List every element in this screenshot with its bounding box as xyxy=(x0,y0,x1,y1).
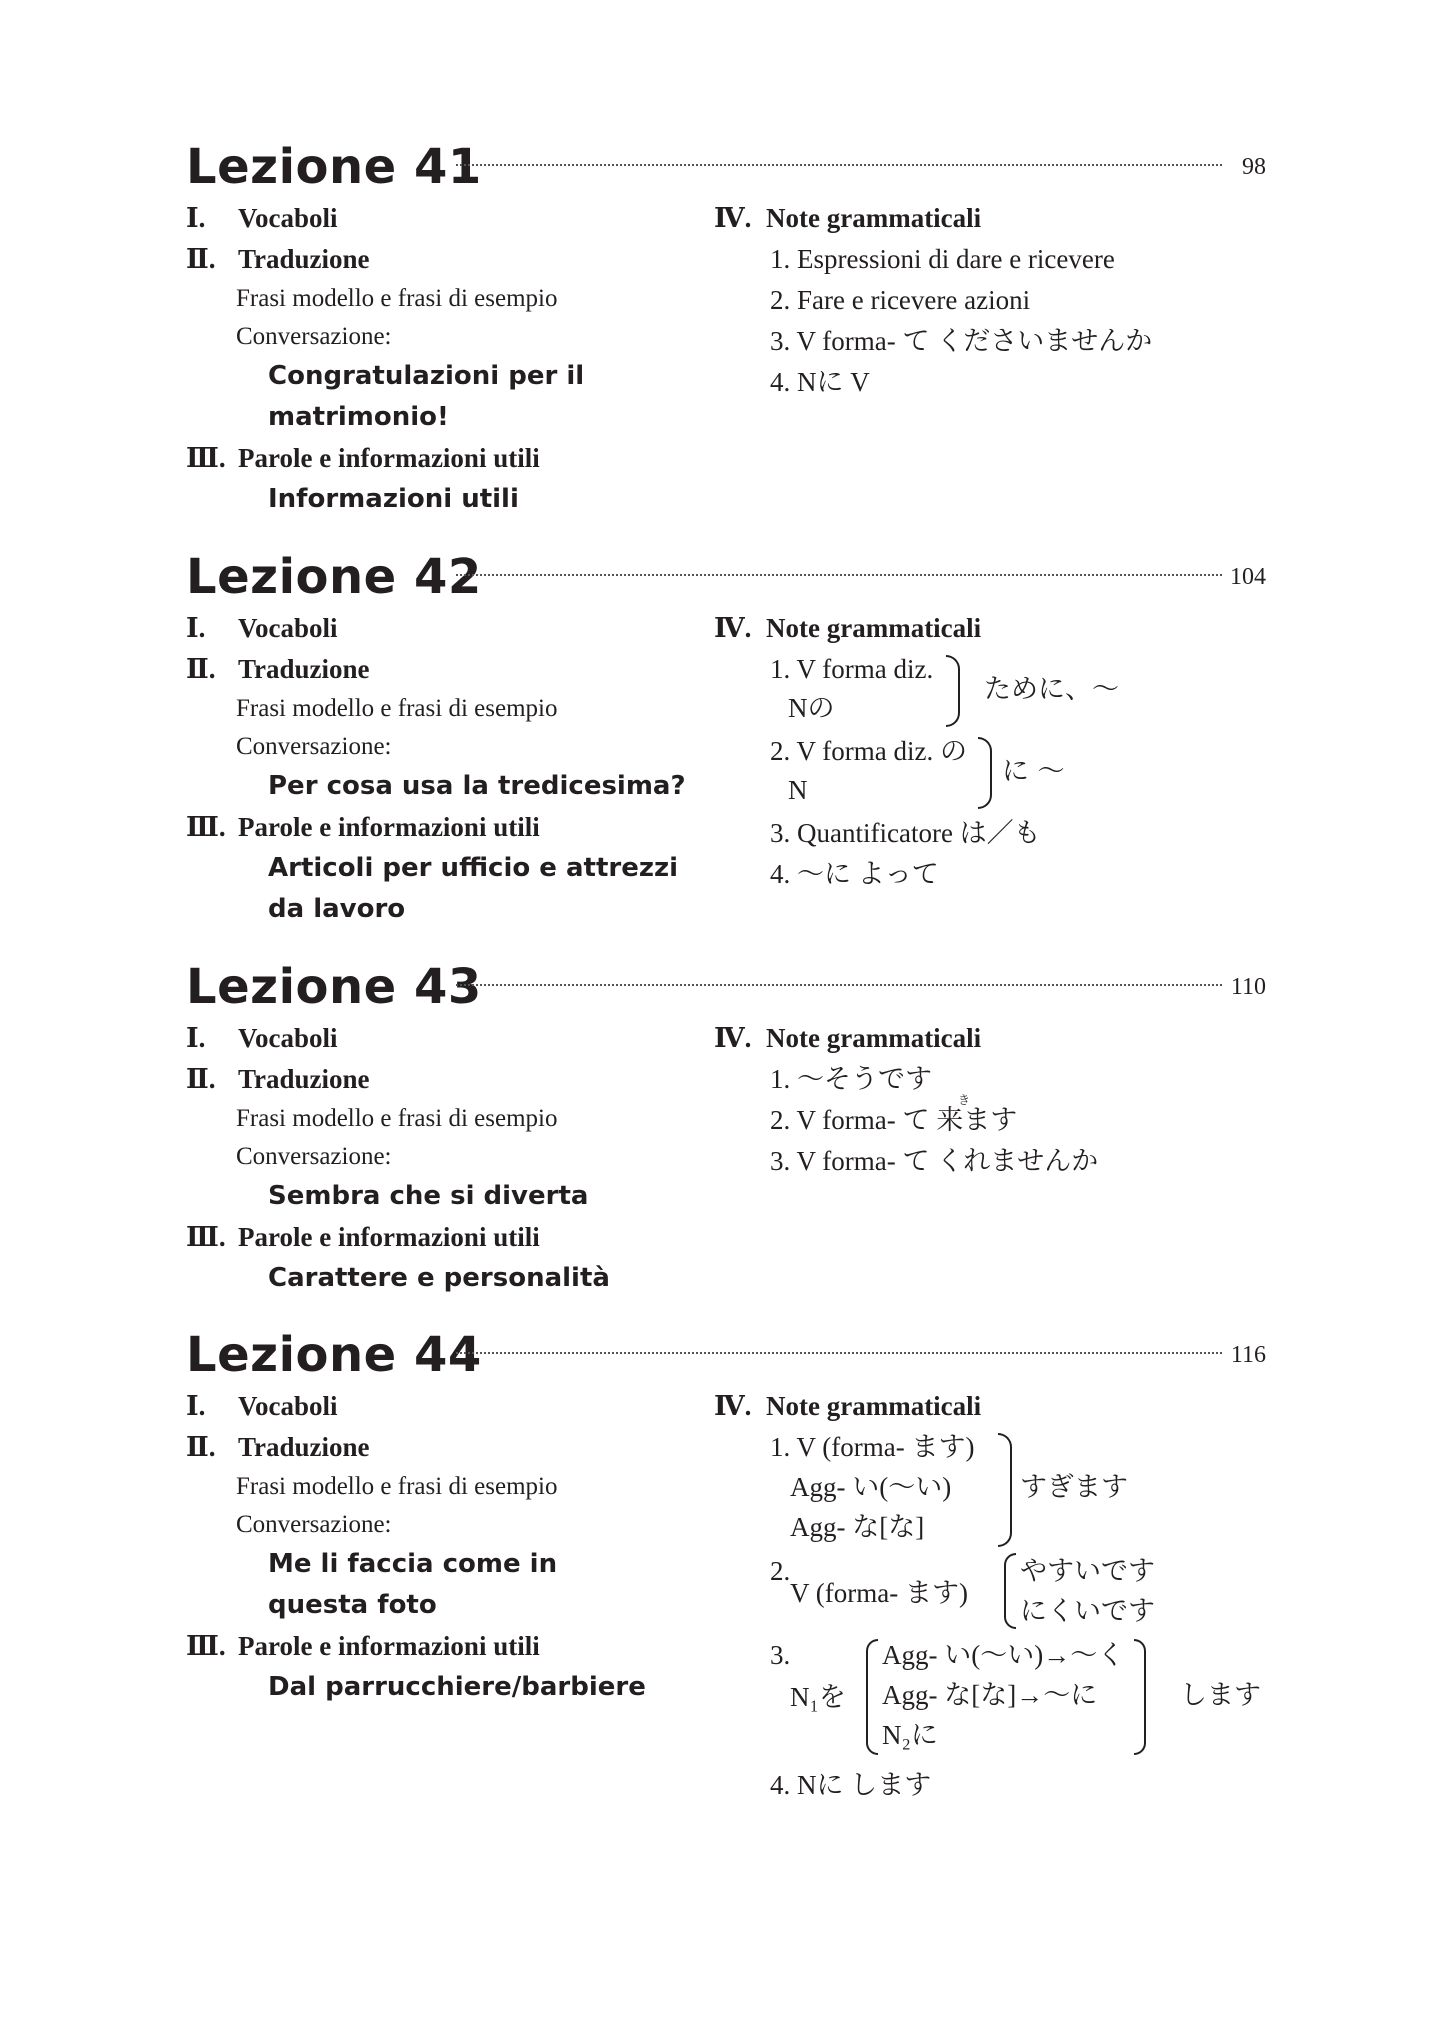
frasi-modello: Frasi modello e frasi di esempio xyxy=(236,1473,558,1500)
conversazione-label: Conversazione: xyxy=(236,1143,392,1170)
section-parole: Ⅲ. Parole e informazioni utili xyxy=(186,443,540,473)
lesson-title: Lezione 42 xyxy=(186,549,482,605)
frasi-modello: Frasi modello e frasi di esempio xyxy=(236,695,558,722)
info-title: Articoli per ufficio e attrezzi xyxy=(268,853,679,883)
conversazione-label: Conversazione: xyxy=(236,323,392,350)
grammar-line: N₁を xyxy=(790,1682,846,1712)
grammar-item xyxy=(714,1093,1274,1141)
section-note-grammaticali: Ⅳ. Note grammaticali xyxy=(714,1391,982,1421)
page-number: 98 xyxy=(1242,154,1266,180)
conversation-title-cont: questa foto xyxy=(268,1590,437,1620)
section-parole: Ⅲ. Parole e informazioni utili xyxy=(186,1631,540,1661)
dot-leader xyxy=(456,984,1222,986)
grammar-item-2 xyxy=(714,731,1274,813)
grammar-text: 2. V forma- て 来ます xyxy=(770,1105,1018,1135)
grammar-line: Agg- な[な]→～に xyxy=(882,1680,1098,1710)
grammar-number: 2. xyxy=(770,1556,791,1586)
section-note-grammaticali: Ⅳ. Note grammaticali xyxy=(714,1023,982,1053)
info-title-cont: da lavoro xyxy=(268,894,406,924)
section-vocaboli: Ⅰ. Vocaboli xyxy=(186,203,338,233)
grammar-item: 4. ～に よって xyxy=(770,859,939,889)
grammar-item: 3. V forma- て くれませんか xyxy=(770,1146,1099,1176)
frasi-modello: Frasi modello e frasi di esempio xyxy=(236,285,558,312)
page-number: 104 xyxy=(1230,564,1266,590)
lesson-sections-left xyxy=(186,608,706,930)
info-title: Informazioni utili xyxy=(268,484,519,514)
lesson-sections-left xyxy=(186,198,706,520)
lesson-sections-right xyxy=(714,198,1274,403)
lesson-header[interactable] xyxy=(186,136,1266,198)
right-brace xyxy=(998,1433,1012,1547)
lesson-sections-left xyxy=(186,1018,706,1299)
info-title: Dal parrucchiere/barbiere xyxy=(268,1672,646,1702)
grammar-line: Agg- い(～い) xyxy=(790,1472,952,1502)
grammar-pattern: に ～ xyxy=(1002,756,1065,787)
grammar-item: 3. V forma- て くださいませんか xyxy=(770,326,1153,356)
section-parole: Ⅲ. Parole e informazioni utili xyxy=(186,1222,540,1252)
grammar-line: 2. V forma diz. の xyxy=(770,736,967,766)
grammar-pattern: すぎます xyxy=(1020,1472,1128,1503)
section-traduzione: Ⅱ. Traduzione xyxy=(186,1432,370,1462)
lesson-header[interactable] xyxy=(186,546,1266,608)
lesson-title: Lezione 43 xyxy=(186,959,482,1015)
lesson-43 xyxy=(186,956,1266,1293)
grammar-line: Agg- な[な] xyxy=(790,1512,925,1542)
section-traduzione: Ⅱ. Traduzione xyxy=(186,244,370,274)
grammar-item: 1. ～そうです xyxy=(770,1064,932,1094)
furigana: き xyxy=(958,1093,971,1107)
right-brace xyxy=(978,737,992,809)
grammar-pattern: します xyxy=(1180,1680,1261,1711)
lesson-header[interactable] xyxy=(186,1324,1266,1386)
right-brace xyxy=(946,655,960,727)
grammar-line: N xyxy=(788,775,808,805)
info-title: Carattere e personalità xyxy=(268,1263,610,1293)
lesson-title: Lezione 41 xyxy=(186,139,482,195)
conversazione-label: Conversazione: xyxy=(236,733,392,760)
grammar-line: Agg- い(～い)→～く xyxy=(882,1640,1125,1670)
section-traduzione: Ⅱ. Traduzione xyxy=(186,654,370,684)
lesson-sections-right xyxy=(714,1018,1274,1182)
grammar-item: 1. Espressioni di dare e ricevere xyxy=(770,244,1115,274)
grammar-item: 4. Nに します xyxy=(770,1770,932,1800)
grammar-number: 3. xyxy=(770,1640,791,1670)
grammar-item: 2. Fare e ricevere azioni xyxy=(770,285,1031,315)
lesson-header[interactable] xyxy=(186,956,1266,1018)
grammar-line: 1. V forma diz. xyxy=(770,654,934,684)
grammar-line: V (forma- ます) xyxy=(790,1578,968,1608)
section-vocaboli: Ⅰ. Vocaboli xyxy=(186,1023,338,1053)
lesson-sections-right xyxy=(714,608,1274,895)
conversation-title: Me li faccia come in xyxy=(268,1549,558,1579)
left-brace xyxy=(866,1639,878,1755)
lesson-sections-left xyxy=(186,1386,706,1708)
grammar-item-1 xyxy=(714,649,1274,731)
lesson-title: Lezione 44 xyxy=(186,1327,482,1383)
page-number: 110 xyxy=(1230,974,1266,1000)
lesson-sections-right xyxy=(714,1386,1274,1806)
conversation-title: Congratulazioni per il xyxy=(268,361,585,391)
section-vocaboli: Ⅰ. Vocaboli xyxy=(186,1391,338,1421)
grammar-pattern: やすいです xyxy=(1020,1556,1155,1587)
grammar-item-3 xyxy=(714,1635,1274,1765)
section-parole: Ⅲ. Parole e informazioni utili xyxy=(186,812,540,842)
section-note-grammaticali: Ⅳ. Note grammaticali xyxy=(714,613,982,643)
grammar-item-1 xyxy=(714,1427,1274,1551)
section-vocaboli: Ⅰ. Vocaboli xyxy=(186,613,338,643)
conversation-title-cont: matrimonio! xyxy=(268,402,449,432)
grammar-pattern: にくいです xyxy=(1020,1596,1155,1627)
lesson-44 xyxy=(186,1324,1266,1800)
page-number: 116 xyxy=(1230,1342,1266,1368)
grammar-pattern: ために、～ xyxy=(984,674,1119,705)
conversation-title: Sembra che si diverta xyxy=(268,1181,589,1211)
frasi-modello: Frasi modello e frasi di esempio xyxy=(236,1105,558,1132)
grammar-item-2 xyxy=(714,1551,1274,1635)
grammar-line: Nの xyxy=(788,693,835,723)
right-brace xyxy=(1134,1639,1146,1755)
grammar-item: 4. Nに V xyxy=(770,367,870,397)
lesson-41 xyxy=(186,136,1266,514)
section-note-grammaticali: Ⅳ. Note grammaticali xyxy=(714,203,982,233)
conversazione-label: Conversazione: xyxy=(236,1511,392,1538)
grammar-item: 3. Quantificatore は／も xyxy=(770,818,1041,848)
left-brace xyxy=(1004,1553,1016,1629)
dot-leader xyxy=(456,1352,1222,1354)
dot-leader xyxy=(456,574,1222,576)
grammar-line: 1. V (forma- ます) xyxy=(770,1432,975,1462)
conversation-title: Per cosa usa la tredicesima? xyxy=(268,771,686,801)
dot-leader xyxy=(456,164,1222,166)
section-traduzione: Ⅱ. Traduzione xyxy=(186,1064,370,1094)
lesson-42 xyxy=(186,546,1266,924)
grammar-line: N₂に xyxy=(882,1720,938,1750)
